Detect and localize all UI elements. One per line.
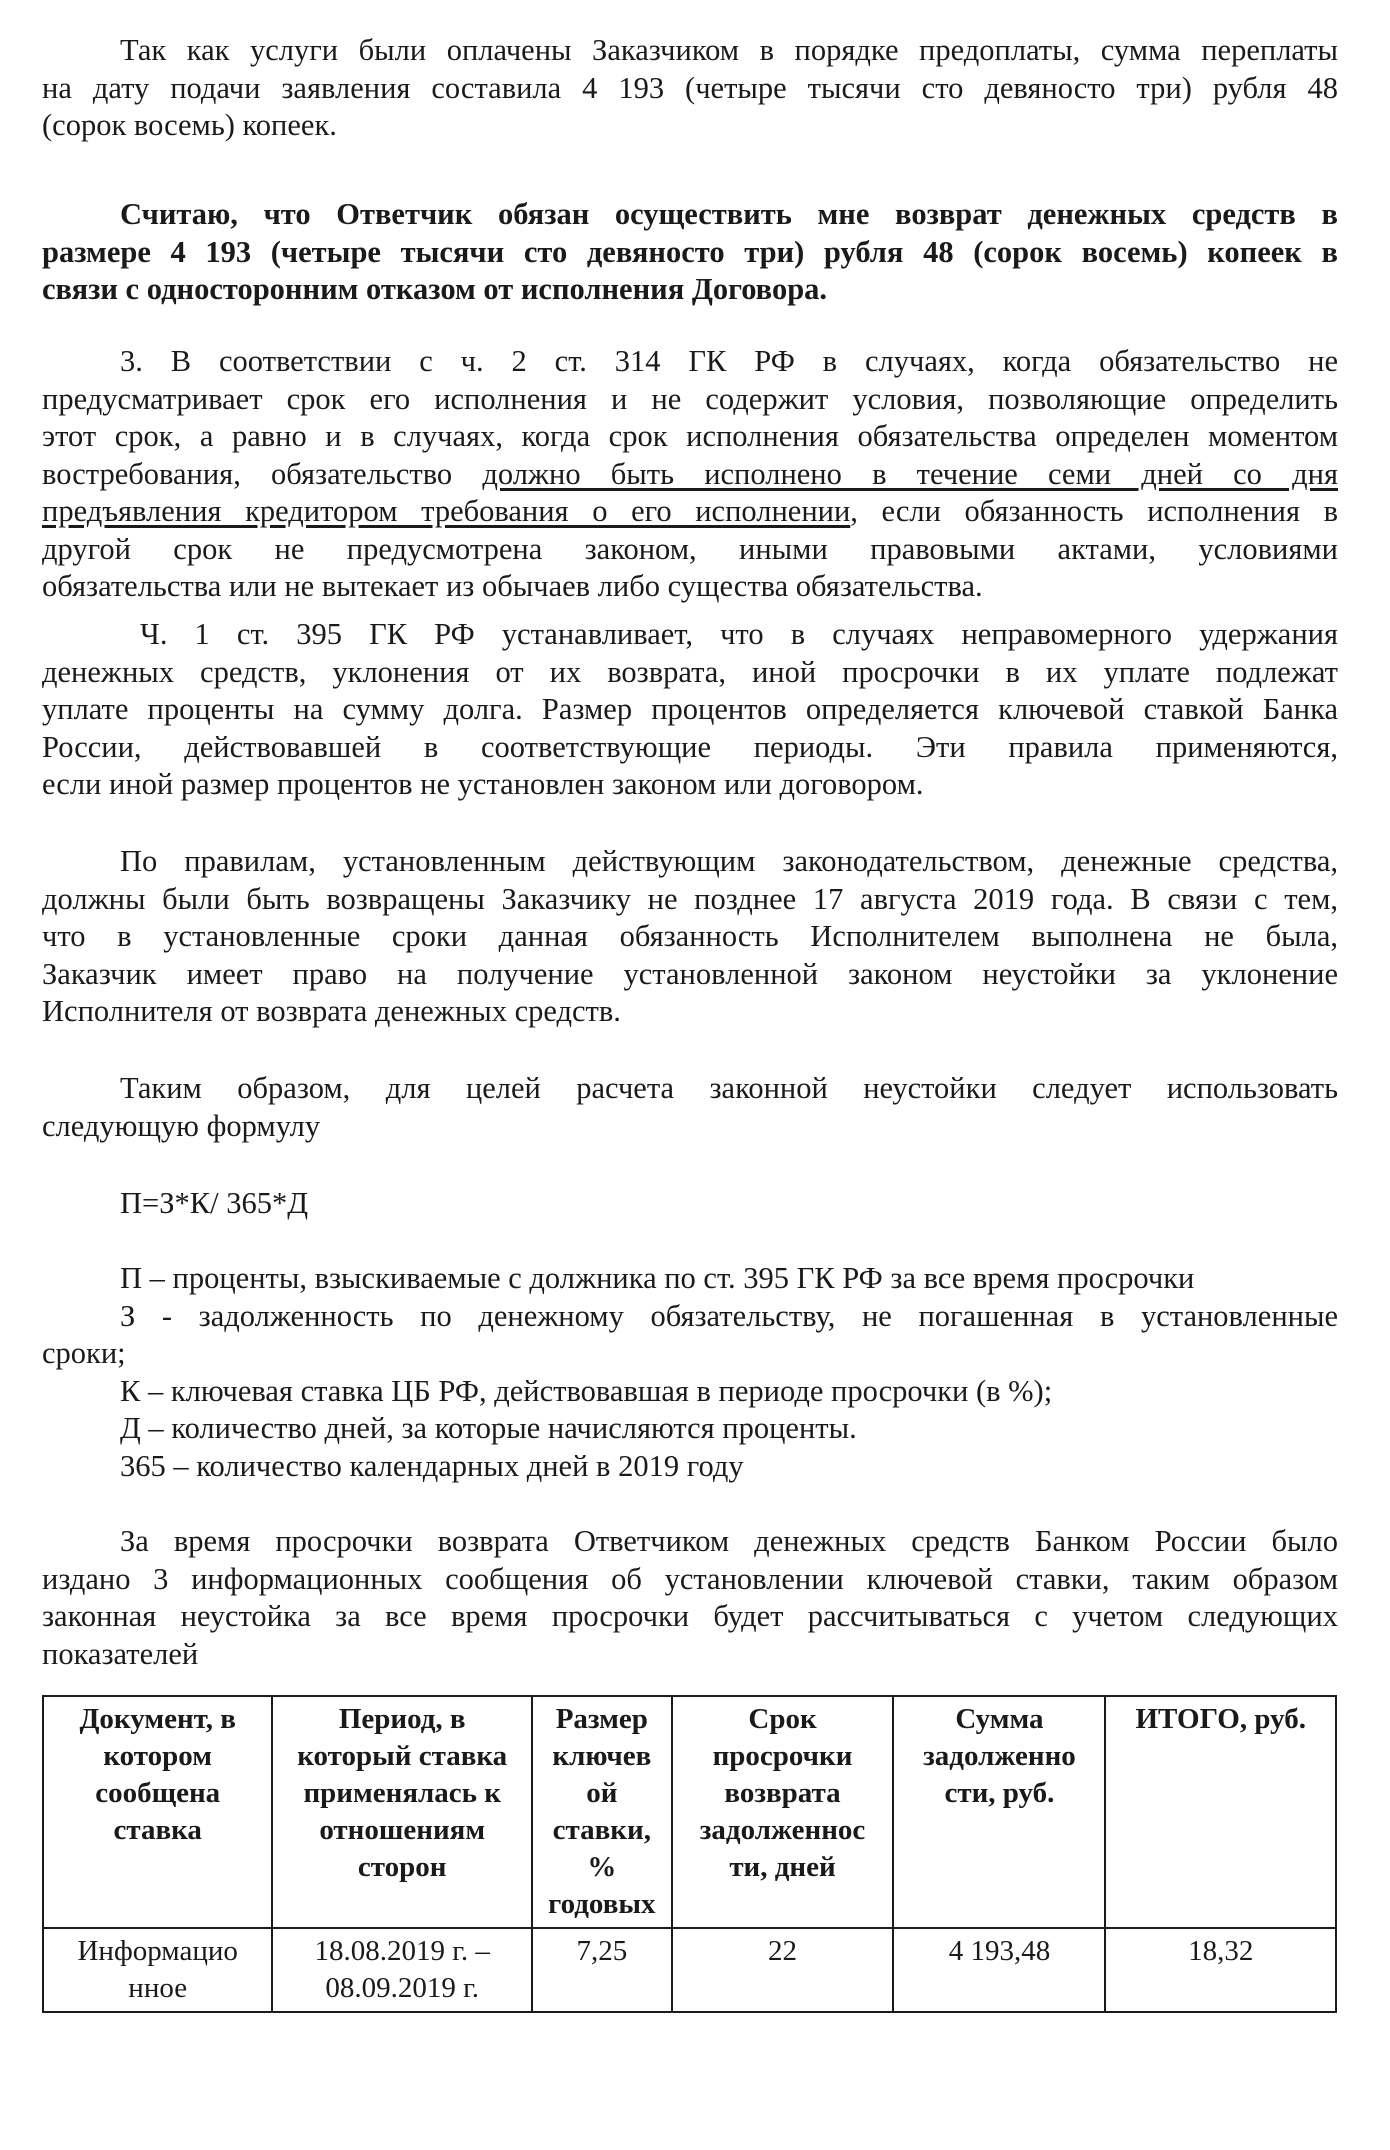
text-line: предусматривает срок его исполнения и не содержит условия, позволяющие определить <box>42 381 1338 416</box>
paragraph-deadline <box>42 843 1338 1031</box>
text-line: Считаю, что Ответчик обязан осуществить мне возврат денежных средств в <box>120 197 1338 231</box>
text-line: должны были быть возвращены Заказчику не позднее 17 августа 2019 года. В связи с тем, <box>42 881 1338 916</box>
text-line: Так как услуги были оплачены Заказчиком в порядке предоплаты, сумма переплаты <box>120 33 1338 67</box>
header-document: Документ, в котором сообщена ставка <box>43 1696 272 1928</box>
text-segment: востребования, обязательство <box>42 456 483 491</box>
text-line: на дату подачи заявления составила 4 193 (четыре тысячи сто девяносто три) рубля 48 <box>42 70 1338 105</box>
rates-table <box>42 1695 1337 2013</box>
text-line: законная неустойка за все время просрочки будет рассчитываться с учетом следующих <box>42 1599 1338 1633</box>
cell-sum: 4 193,48 <box>893 1928 1105 2012</box>
text-line: денежных средств, уклонения от их возврата, иной просрочки в их уплате подлежат <box>42 654 1338 689</box>
paragraph-article-395 <box>42 616 1338 804</box>
legend-line: К – ключевая ставка ЦБ РФ, действовавшая в периоде просрочки (в %); <box>120 1374 1053 1408</box>
underlined-text: должно быть исполнено в течение семи дней со дня <box>482 456 1338 491</box>
text-line: России, действовавшей в соответствующие периоды. Эти правила применяются, <box>42 729 1338 764</box>
table-row <box>43 1928 1336 2012</box>
header-total: ИТОГО, руб. <box>1105 1696 1336 1928</box>
period-start: 18.08.2019 г. – <box>314 1935 490 1967</box>
paragraph-claim <box>42 196 1338 309</box>
text-line: этот срок, а равно и в случаях, когда срок исполнения обязательства определен моментом <box>42 419 1338 453</box>
text-line: другой срок не предусмотрена законом, иными правовыми актами, условиями <box>42 531 1338 566</box>
legend-line: Д – количество дней, за которые начисляются проценты. <box>120 1411 857 1445</box>
text-line: издано 3 информационных сообщения об установлении ключевой ставки, таким образом <box>42 1561 1338 1596</box>
text-line <box>42 456 1338 494</box>
text-line: Заказчик имеет право на получение установленной законом неустойки за уклонение <box>42 956 1338 991</box>
text-line: (сорок восемь) копеек. <box>42 108 337 142</box>
formula: П=З*К/ 365*Д <box>120 1186 309 1220</box>
text-line: показателей <box>42 1636 199 1671</box>
paragraph-article-314 <box>42 343 1338 606</box>
header-period: Период, в который ставка применялась к отношениям сторон <box>272 1696 532 1928</box>
text-line: если иной размер процентов не установлен законом или договором. <box>42 767 924 801</box>
text-line: За время просрочки возврата Ответчиком денежных средств Банком России было <box>120 1524 1338 1558</box>
text-line: что в установленные сроки данная обязанность Исполнителем выполнена не была, <box>42 919 1338 953</box>
paragraph-rates-intro <box>42 1523 1338 1673</box>
text-segment: , если обязанность исполнения в <box>850 494 1338 528</box>
text-line: Таким образом, для целей расчета законной неустойки следует использовать <box>120 1071 1338 1105</box>
table-header-row <box>43 1696 1336 1928</box>
cell-days: 22 <box>672 1928 894 2012</box>
paragraph-formula-intro <box>42 1070 1338 1145</box>
legend-line: 365 – количество календарных дней в 2019 году <box>120 1449 744 1483</box>
header-rate: Размер ключев ой ставки, % годовых <box>532 1696 672 1928</box>
cell-period <box>272 1928 532 2012</box>
text-line: следующую формулу <box>42 1108 321 1143</box>
text-line: По правилам, установленным действующим законодательством, денежные средства, <box>120 844 1338 878</box>
legend-line: З - задолженность по денежному обязательству, не погашенная в установленные <box>120 1299 1338 1333</box>
text-line: размере 4 193 (четыре тысячи сто девяносто три) рубля 48 (сорок восемь) копеек в <box>42 234 1338 269</box>
cell-document: Информацио нное <box>43 1928 272 2012</box>
text-line: обязательства или не вытекает из обычаев либо существа обязательства. <box>42 569 983 603</box>
period-end: 08.09.2019 г. <box>325 1972 480 2004</box>
text-line: 3. В соответствии с ч. 2 ст. 314 ГК РФ в случаях, когда обязательство не <box>120 344 1338 378</box>
legend-line: сроки; <box>42 1336 126 1370</box>
legend-line: П – проценты, взыскиваемые с должника по ст. 395 ГК РФ за все время просрочки <box>120 1261 1195 1295</box>
text-line <box>42 493 1338 531</box>
text-line: связи с односторонним отказом от исполнения Договора. <box>42 272 828 306</box>
text-line: Исполнителя от возврата денежных средств. <box>42 994 621 1028</box>
cell-total: 18,32 <box>1105 1928 1336 2012</box>
paragraph-overpayment <box>42 32 1338 145</box>
text-line: уплате проценты на сумму долга. Размер процентов определяется ключевой ставкой Банка <box>42 692 1338 726</box>
header-sum: Сумма задолженно сти, руб. <box>893 1696 1105 1928</box>
header-days: Срок просрочки возврата задолженнос ти, дней <box>672 1696 894 1928</box>
text-line: Ч. 1 ст. 395 ГК РФ устанавливает, что в случаях неправомерного удержания <box>140 617 1338 651</box>
cell-rate: 7,25 <box>532 1928 672 2012</box>
underlined-text: предъявления кредитором требования о его исполнении <box>42 494 851 528</box>
